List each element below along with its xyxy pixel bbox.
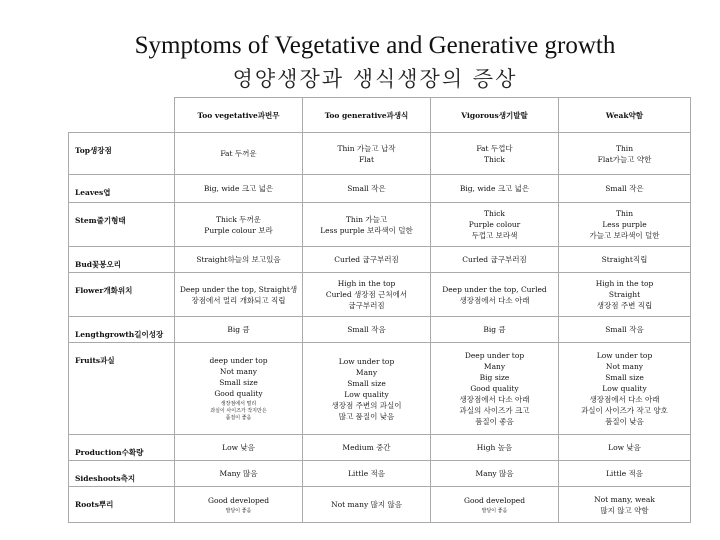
table-cell: Low under top Many Small size Low quality 생장점 주변의 과실이 많고 품질이 낮음	[303, 343, 431, 435]
slide-subtitle: 영양생장과 생식생장의 증상	[232, 67, 518, 91]
table-cell: Deep under the top, Curled 생장점에서 다소 아래	[431, 273, 559, 317]
table-cell: Low 낮음	[175, 435, 303, 461]
table-cell: Many 많음	[431, 461, 559, 487]
row-label-length-growth: Lengthgrowth길이성장	[69, 317, 175, 343]
table-row	[69, 273, 691, 317]
table-cell	[175, 343, 303, 435]
table-cell: Curled 굽구부러짐	[303, 247, 431, 273]
cell-text: Good developed	[463, 495, 526, 505]
table-cell: Not many, weak 많지 않고 약함	[559, 487, 691, 523]
table-row	[69, 317, 691, 343]
row-label-stem: Stem줄기형태	[69, 203, 175, 247]
table-cell: Little 적음	[303, 461, 431, 487]
column-header-too-vegetative: Too vegetative과번무	[175, 98, 303, 133]
table-cell: Thin 가늘고 Less purple 보라색이 덜한	[303, 203, 431, 247]
table-cell: Many 많음	[175, 461, 303, 487]
table-cell: Big 큼	[175, 317, 303, 343]
table-cell: High 높음	[431, 435, 559, 461]
row-label-sideshoots: Sideshoots측지	[69, 461, 175, 487]
table-cell: Small 작음	[303, 317, 431, 343]
column-header-vigorous: Vigorous생기발랄	[431, 98, 559, 133]
table-cell: Big, wide 크고 넓은	[175, 175, 303, 203]
cell-text: Good developed	[207, 495, 270, 505]
table-cell	[431, 487, 559, 523]
table-cell: Low 낮음	[559, 435, 691, 461]
table-cell: Curled 굽구부러짐	[431, 247, 559, 273]
table-cell: Thick 두꺼운 Purple colour 보라	[175, 203, 303, 247]
table-cell: High in the top Straight 생장점 주변 직립	[559, 273, 691, 317]
row-label-leaves: Leaves엽	[69, 175, 175, 203]
table-cell: Small 작은	[303, 175, 431, 203]
table-header-row	[69, 98, 691, 133]
row-label-roots: Roots뿌리	[69, 487, 175, 523]
table-cell: Thin Less purple 가늘고 보라색이 덜한	[559, 203, 691, 247]
table-row	[69, 343, 691, 435]
cell-note: 발달이 좋음	[225, 507, 252, 514]
table-cell: Big, wide 크고 넓은	[431, 175, 559, 203]
table-cell: Deep under top Many Big size Good quality 생장점에서 다소 아래 과실의 사이즈가 크고 품질이 좋음	[431, 343, 559, 435]
table-cell: Fat 두꺼운	[175, 133, 303, 175]
table-corner	[69, 98, 175, 133]
table-cell: Little 적음	[559, 461, 691, 487]
table-cell: High in the top Curled 생장점 근처에서 굽구부러짐	[303, 273, 431, 317]
row-label-fruits: Fruits과실	[69, 343, 175, 435]
table-cell: Thick Purple colour 두껍고 보라색	[431, 203, 559, 247]
row-label-flower: Flower개화위치	[69, 273, 175, 317]
table-cell: Deep under the top, Straight생 장점에서 멀리 개화되고 직립	[175, 273, 303, 317]
cell-note: 생장점에서 멀리 과실이 사이즈가 작지만은 품질이 좋음	[210, 401, 267, 421]
table-cell: Small 작은	[559, 175, 691, 203]
table-row	[69, 175, 691, 203]
table-cell: Small 작음	[559, 317, 691, 343]
table-row	[69, 461, 691, 487]
table-cell: Not many 많지 않음	[303, 487, 431, 523]
table-cell: Big 큼	[431, 317, 559, 343]
column-header-weak: Weak약함	[559, 98, 691, 133]
cell-text: deep under top Not many Small size Good quality	[209, 356, 268, 398]
table-cell: Low under top Not many Small size Low quality 생장점에서 다소 아래 과실이 사이즈가 작고 양호 품질이 낮음	[559, 343, 691, 435]
cell-note: 발달이 좋음	[481, 507, 508, 514]
table-row	[69, 133, 691, 175]
table-cell: Straight직립	[559, 247, 691, 273]
table-cell: Thin 가늘고 납작 Flat	[303, 133, 431, 175]
table-row	[69, 247, 691, 273]
symptoms-table	[68, 97, 691, 523]
column-header-too-generative: Too generative과생식	[303, 98, 431, 133]
table-row	[69, 487, 691, 523]
slide-title: Symptoms of Vegetative and Generative growth	[134, 32, 616, 59]
row-label-top: Top생장점	[69, 133, 175, 175]
table-cell: Medium 중간	[303, 435, 431, 461]
table-cell: Straight하늘의 보고있음	[175, 247, 303, 273]
table-cell: Thin Flat가늘고 약한	[559, 133, 691, 175]
row-label-production: Production수확량	[69, 435, 175, 461]
table-row	[69, 203, 691, 247]
row-label-bud: Bud꽃봉오리	[69, 247, 175, 273]
table-cell: Fat 두껍다 Thick	[431, 133, 559, 175]
table-cell	[175, 487, 303, 523]
table-row	[69, 435, 691, 461]
